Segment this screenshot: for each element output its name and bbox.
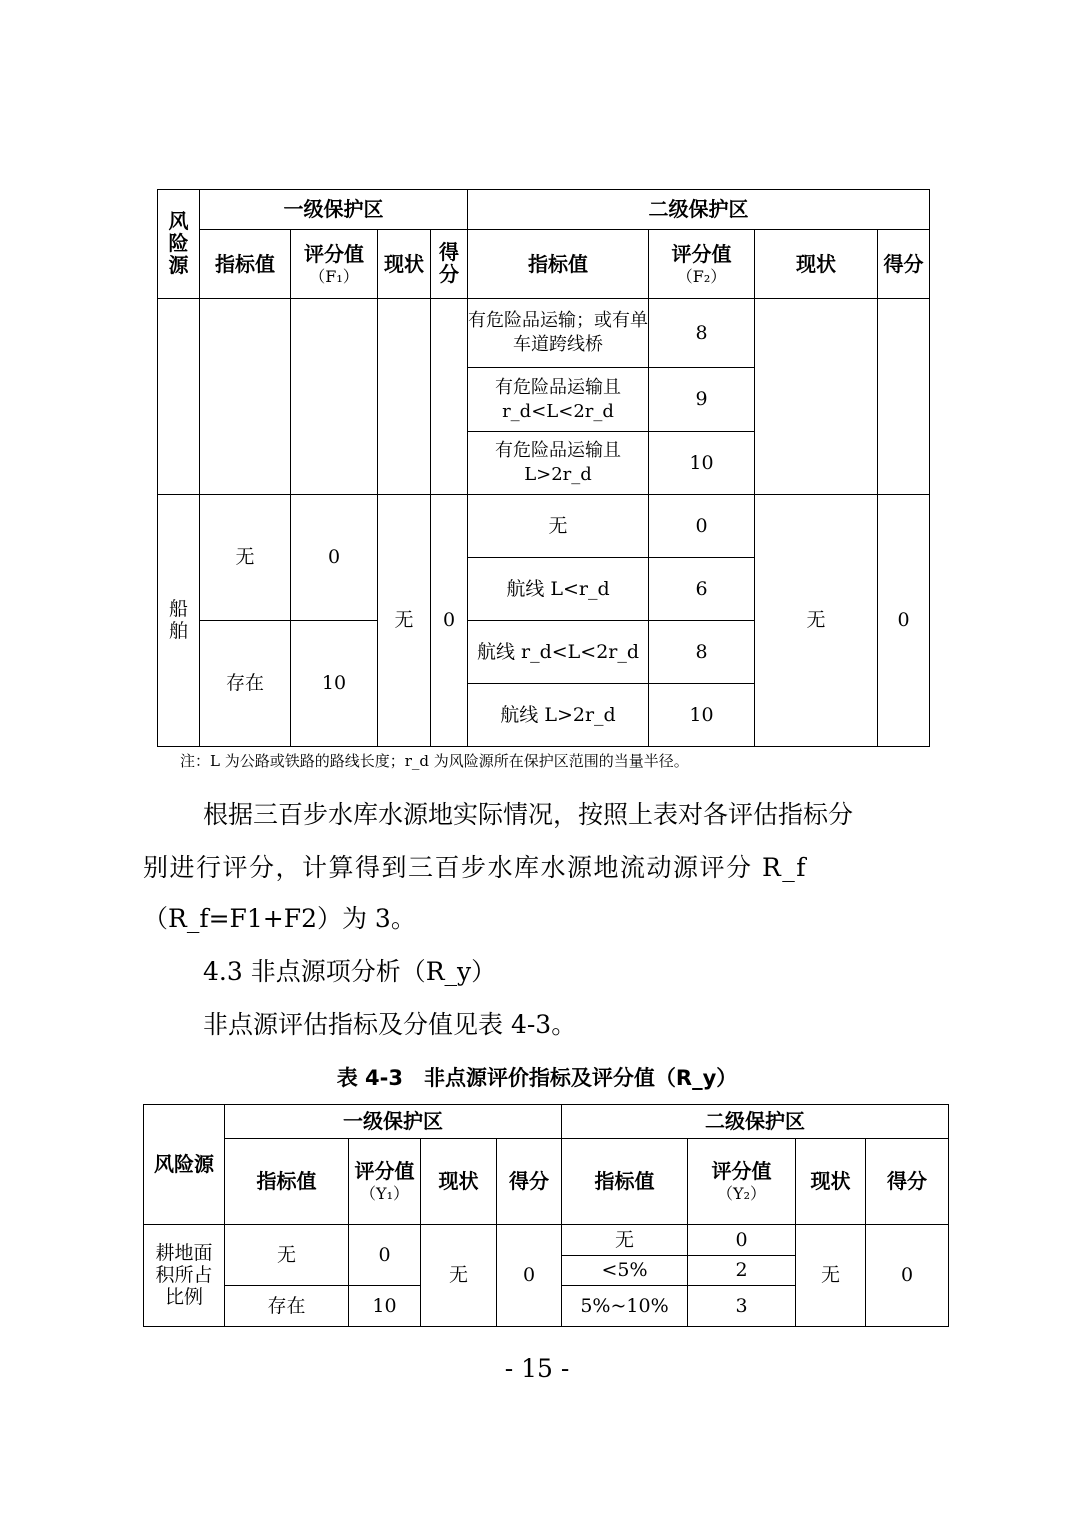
ship-z2-indicator: 无 (468, 495, 649, 558)
score-header: 评分值 （F₁） (291, 230, 378, 299)
points-header: 得分 (866, 1139, 949, 1225)
paragraph-line: （R_f=F1+F2）为 3。 (143, 904, 416, 933)
road-score: 9 (649, 368, 755, 432)
flow-source-table (157, 189, 930, 747)
indicator-header: 指标值 (225, 1139, 349, 1225)
zone2-header: 二级保护区 (468, 190, 930, 230)
empty-cell (378, 299, 431, 495)
indicator-header: 指标值 (468, 230, 649, 299)
farmland-z2-status: 无 (796, 1225, 866, 1327)
section-heading: 4.3 非点源项分析（R_y） (203, 957, 497, 986)
status-header: 现状 (755, 230, 878, 299)
ship-z2-indicator: 航线 r_d<L<2r_d (468, 621, 649, 684)
ship-z1-points: 0 (431, 495, 468, 747)
ship-z1-score: 10 (291, 621, 378, 747)
ship-z1-status: 无 (378, 495, 431, 747)
farmland-z1-indicator: 无 (225, 1225, 349, 1286)
ship-z2-score: 8 (649, 621, 755, 684)
table-caption: 表 4-3 非点源评价指标及评分值（R_y） (336, 1066, 738, 1090)
road-indicator: 有危险品运输且 r_d<L<2r_d (468, 368, 649, 432)
page-number: - 15 - (504, 1354, 570, 1383)
empty-cell (291, 299, 378, 495)
paragraph-line: 根据三百步水库水源地实际情况，按照上表对各评估指标分 (203, 800, 854, 829)
farmland-z2-indicator: <5% (562, 1256, 688, 1286)
points-header: 得分 (497, 1139, 562, 1225)
risk-source-header: 风险源 (158, 190, 200, 299)
score-header: 评分值 （F₂） (649, 230, 755, 299)
points-header: 得分 (878, 230, 930, 299)
empty-cell (431, 299, 468, 495)
empty-cell (755, 299, 878, 495)
ship-z2-indicator: 航线 L>2r_d (468, 684, 649, 747)
ship-z1-indicator: 存在 (200, 621, 291, 747)
status-header: 现状 (796, 1139, 866, 1225)
ship-z1-indicator: 无 (200, 495, 291, 621)
ship-z1-score: 0 (291, 495, 378, 621)
ship-source: 船舶 (158, 495, 200, 747)
status-header: 现状 (378, 230, 431, 299)
ship-z2-score: 0 (649, 495, 755, 558)
farmland-z2-score: 3 (688, 1286, 796, 1327)
paragraph-line: 别进行评分，计算得到三百步水库水源地流动源评分 R_f (143, 853, 808, 882)
zone1-header: 一级保护区 (200, 190, 468, 230)
farmland-z2-indicator: 无 (562, 1225, 688, 1256)
indicator-header: 指标值 (562, 1139, 688, 1225)
zone1-header: 一级保护区 (225, 1105, 562, 1139)
farmland-z1-status: 无 (421, 1225, 497, 1327)
empty-cell (158, 299, 200, 495)
farmland-z2-indicator: 5%~10% (562, 1286, 688, 1327)
paragraph-line: 非点源评估指标及分值见表 4-3。 (203, 1010, 577, 1039)
farmland-z2-points: 0 (866, 1225, 949, 1327)
ship-z2-status: 无 (755, 495, 878, 747)
road-indicator: 有危险品运输且 L>2r_d (468, 432, 649, 495)
farmland-z1-indicator: 存在 (225, 1286, 349, 1327)
status-header: 现状 (421, 1139, 497, 1225)
empty-cell (200, 299, 291, 495)
farmland-z1-score: 0 (349, 1225, 421, 1286)
ship-z2-indicator: 航线 L<r_d (468, 558, 649, 621)
zone2-header: 二级保护区 (562, 1105, 949, 1139)
road-indicator: 有危险品运输；或有单车道跨线桥 (468, 299, 649, 368)
indicator-header: 指标值 (200, 230, 291, 299)
road-score: 10 (649, 432, 755, 495)
points-header: 得分 (431, 230, 468, 299)
table-note: 注：L 为公路或铁路的路线长度；r_d 为风险源所在保护区范围的当量半径。 (180, 752, 689, 770)
ship-z2-score: 6 (649, 558, 755, 621)
risk-source-header: 风险源 (144, 1105, 225, 1225)
non-point-source-table (143, 1104, 949, 1327)
farmland-z1-points: 0 (497, 1225, 562, 1327)
score-header: 评分值 （Y₁） (349, 1139, 421, 1225)
farmland-source: 耕地面积所占比例 (144, 1225, 225, 1327)
farmland-z2-score: 2 (688, 1256, 796, 1286)
ship-z2-score: 10 (649, 684, 755, 747)
score-header: 评分值 （Y₂） (688, 1139, 796, 1225)
empty-cell (878, 299, 930, 495)
road-score: 8 (649, 299, 755, 368)
ship-z2-points: 0 (878, 495, 930, 747)
farmland-z1-score: 10 (349, 1286, 421, 1327)
farmland-z2-score: 0 (688, 1225, 796, 1256)
